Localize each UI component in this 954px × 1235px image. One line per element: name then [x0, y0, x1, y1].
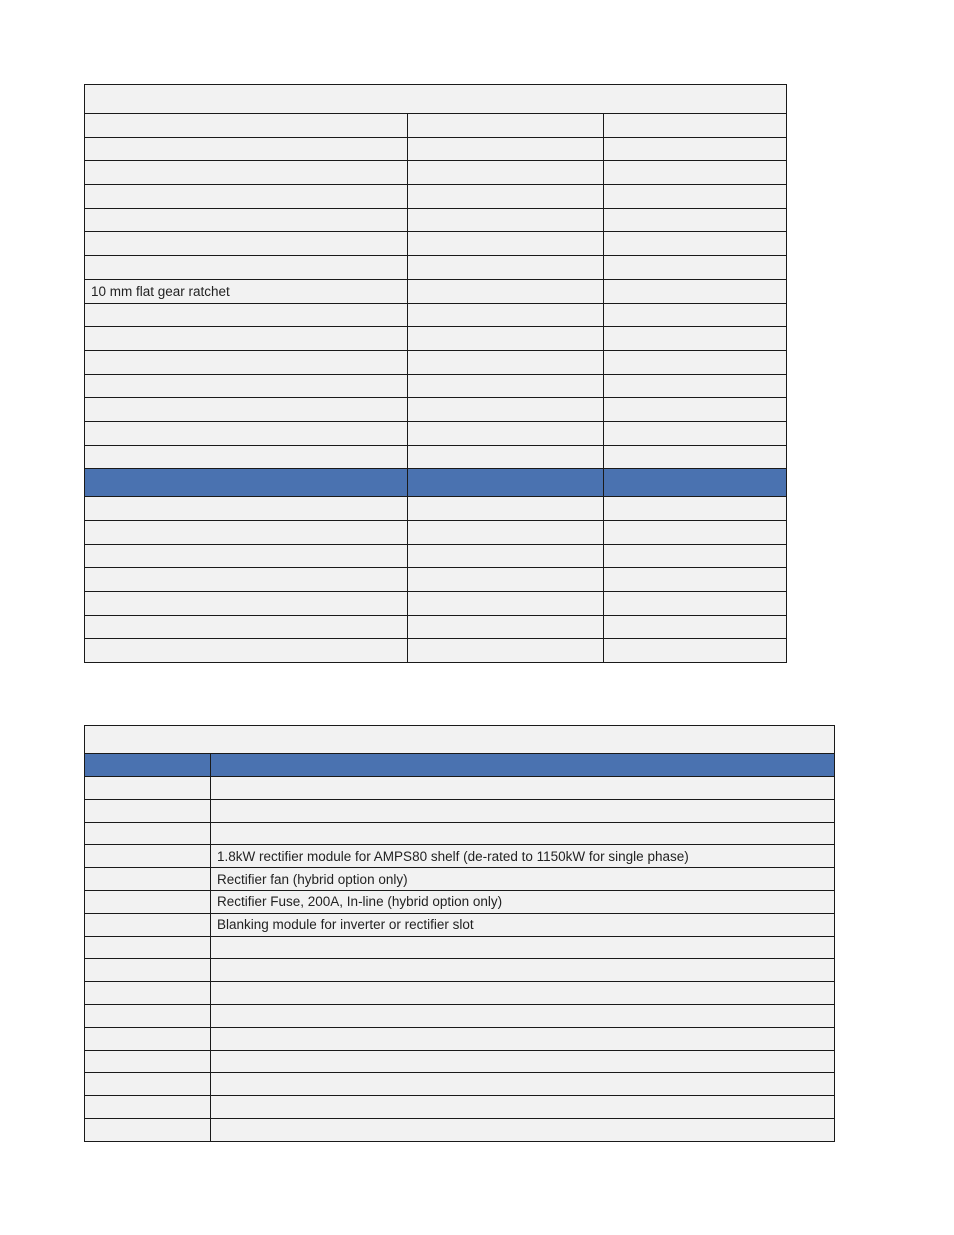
table-row	[85, 592, 787, 616]
table-cell	[408, 208, 604, 232]
table-cell	[604, 639, 787, 663]
table-row	[85, 497, 787, 521]
table-cell	[85, 913, 211, 936]
table-cell	[604, 374, 787, 398]
table-row	[85, 350, 787, 374]
table-cell	[85, 469, 408, 497]
table-cell	[408, 544, 604, 568]
table-cell	[211, 799, 835, 822]
table-cell	[408, 114, 604, 138]
table-cell	[408, 615, 604, 639]
table-cell	[85, 521, 408, 545]
table-cell	[85, 398, 408, 422]
table-cell	[85, 959, 211, 982]
table-cell	[604, 568, 787, 592]
table-cell: Blanking module for inverter or rectifier slot	[211, 913, 835, 936]
table-cell	[604, 592, 787, 616]
table-row	[85, 421, 787, 445]
table-cell	[85, 256, 408, 280]
table-row	[85, 208, 787, 232]
table-cell	[211, 1027, 835, 1050]
table-cell	[408, 232, 604, 256]
table-row	[85, 777, 835, 800]
table-row	[85, 1050, 835, 1073]
table-row	[85, 1004, 835, 1027]
table-cell	[85, 445, 408, 469]
table-cell: 1.8kW rectifier module for AMPS80 shelf (de-rated to 1150kW for single phase)	[211, 845, 835, 868]
table-cell	[408, 521, 604, 545]
table-cell	[85, 639, 408, 663]
table-row	[85, 398, 787, 422]
table-row	[85, 1118, 835, 1141]
table-cell	[604, 256, 787, 280]
table-row	[85, 913, 835, 936]
table-cell	[85, 350, 408, 374]
table-row	[85, 1027, 835, 1050]
table-cell	[85, 497, 408, 521]
table-cell	[408, 639, 604, 663]
table-cell	[211, 1096, 835, 1119]
table-row	[85, 114, 787, 138]
table-row	[85, 868, 835, 891]
table-row	[85, 639, 787, 663]
table-cell	[604, 421, 787, 445]
table-cell	[211, 1004, 835, 1027]
table-cell	[85, 374, 408, 398]
table-cell	[604, 232, 787, 256]
table-row	[85, 982, 835, 1005]
table-cell	[211, 936, 835, 959]
table-cell	[408, 185, 604, 209]
table-header-row	[85, 754, 835, 777]
table-cell	[408, 161, 604, 185]
table-cell	[85, 568, 408, 592]
spare-parts-table	[84, 725, 835, 1142]
table-cell	[85, 544, 408, 568]
table-cell	[408, 398, 604, 422]
table-cell	[85, 1050, 211, 1073]
table-cell	[211, 1118, 835, 1141]
table-row	[85, 1096, 835, 1119]
table-cell	[85, 303, 408, 327]
table-row	[85, 327, 787, 351]
table-cell	[604, 615, 787, 639]
table-cell	[85, 208, 408, 232]
table-row	[85, 279, 787, 303]
table-cell	[408, 303, 604, 327]
table-cell	[408, 497, 604, 521]
table-cell	[85, 327, 408, 351]
table-title-row	[85, 85, 787, 114]
table-cell	[408, 279, 604, 303]
table-cell	[85, 1073, 211, 1096]
table-row	[85, 303, 787, 327]
table-row	[85, 1073, 835, 1096]
table-cell	[211, 822, 835, 845]
table-cell	[604, 114, 787, 138]
table-cell	[85, 845, 211, 868]
table-row	[85, 374, 787, 398]
table-cell	[85, 232, 408, 256]
table-cell	[85, 982, 211, 1005]
table-row	[85, 822, 835, 845]
table-cell	[85, 421, 408, 445]
table-cell	[85, 799, 211, 822]
tools-table	[84, 84, 787, 663]
table-cell	[85, 161, 408, 185]
table-header-row	[85, 469, 787, 497]
table-cell	[85, 1004, 211, 1027]
table-cell	[604, 279, 787, 303]
table-row	[85, 615, 787, 639]
table-cell	[85, 754, 211, 777]
table-row	[85, 568, 787, 592]
table-cell	[604, 161, 787, 185]
table-cell	[604, 350, 787, 374]
table-cell	[85, 890, 211, 913]
table-title	[85, 85, 787, 114]
table-row	[85, 137, 787, 161]
table-cell	[211, 959, 835, 982]
table-cell	[211, 982, 835, 1005]
table-cell	[211, 1050, 835, 1073]
table-cell	[604, 469, 787, 497]
table-cell	[85, 137, 408, 161]
table-cell	[604, 327, 787, 351]
table-cell	[85, 114, 408, 138]
table-cell	[408, 374, 604, 398]
table-cell	[604, 521, 787, 545]
table-cell: Rectifier Fuse, 200A, In-line (hybrid option only)	[211, 890, 835, 913]
table-cell	[604, 208, 787, 232]
table-cell	[85, 822, 211, 845]
table-row	[85, 544, 787, 568]
table-cell	[604, 398, 787, 422]
table-cell	[604, 137, 787, 161]
table-cell	[211, 777, 835, 800]
table-cell	[604, 445, 787, 469]
table-row	[85, 845, 835, 868]
table-cell	[604, 185, 787, 209]
table-row	[85, 890, 835, 913]
table-row	[85, 445, 787, 469]
table-row	[85, 936, 835, 959]
table-cell	[408, 327, 604, 351]
table-cell	[85, 1118, 211, 1141]
table-cell	[85, 615, 408, 639]
table-cell: 10 mm flat gear ratchet	[85, 279, 408, 303]
table-cell	[85, 1027, 211, 1050]
table-cell	[604, 303, 787, 327]
table-cell	[211, 1073, 835, 1096]
table-row	[85, 799, 835, 822]
table-cell	[408, 445, 604, 469]
table-cell	[408, 350, 604, 374]
table-cell	[604, 497, 787, 521]
table-cell	[85, 868, 211, 891]
table-cell	[408, 469, 604, 497]
table-cell	[85, 1096, 211, 1119]
table-row	[85, 232, 787, 256]
table-row	[85, 185, 787, 209]
table-cell: Rectifier fan (hybrid option only)	[211, 868, 835, 891]
table-cell	[408, 137, 604, 161]
table-cell	[85, 936, 211, 959]
table-cell	[85, 777, 211, 800]
table-cell	[211, 754, 835, 777]
table-row	[85, 256, 787, 280]
table-row	[85, 521, 787, 545]
table-cell	[85, 185, 408, 209]
table-title-row	[85, 726, 835, 754]
table-row	[85, 959, 835, 982]
table-cell	[604, 544, 787, 568]
table-cell	[408, 568, 604, 592]
table-cell	[408, 256, 604, 280]
table-cell	[85, 592, 408, 616]
table-title	[85, 726, 835, 754]
table-cell	[408, 592, 604, 616]
table-cell	[408, 421, 604, 445]
table-row	[85, 161, 787, 185]
